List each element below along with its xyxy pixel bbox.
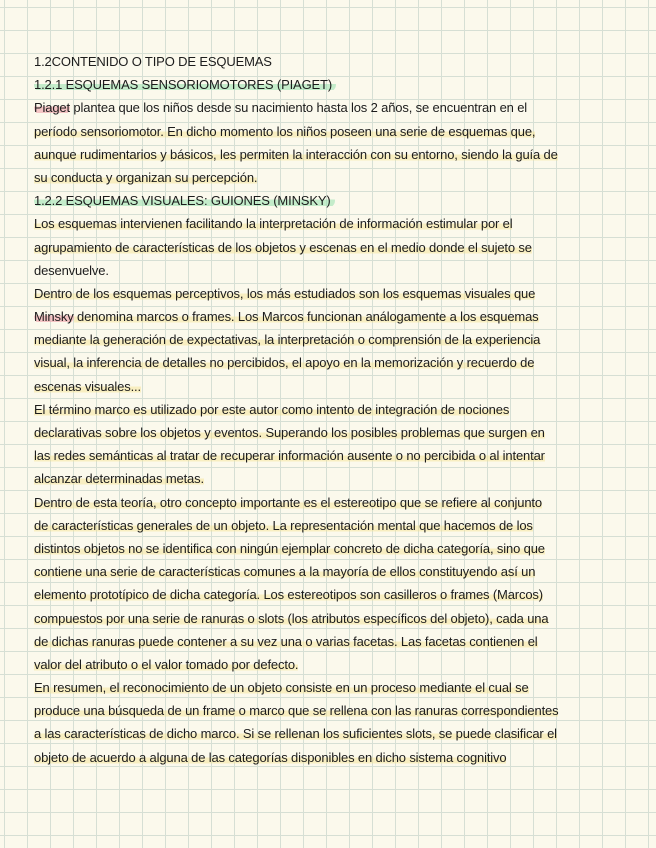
paragraph-line: objeto de acuerdo a alguna de las categorías disponibles en dicho sistema cognitivo <box>34 749 507 765</box>
paragraph-line: contiene una serie de características comunes a la mayoría de ellos constituyendo así un <box>34 564 536 580</box>
paragraph-line: su conducta y organizan su percepción. <box>34 169 258 185</box>
paragraph-line: declarativas sobre los objetos y eventos. Superando los posibles problemas que surgen en <box>34 425 545 440</box>
paragraph-line: mediante la generación de expectativas, la interpretación o comprensión de la experiencia <box>34 332 541 348</box>
name-highlight-piaget: Piaget <box>34 100 70 116</box>
paragraph-line: de dichas ranuras puede contener a su vez una o varias facetas. Las facetas contienen el <box>34 633 538 649</box>
paragraph-line: Piaget plantea que los niños desde su nacimiento hasta los 2 años, se encuentran en el <box>34 100 528 116</box>
paragraph-line: Minsky denomina marcos o frames. Los Marcos funcionan análogamente a los esquemas <box>34 309 539 325</box>
name-highlight-minsky: Minsky <box>34 309 74 325</box>
heading-highlight: 1.2.2 ESQUEMAS VISUALES: GUIONES (MINSKY) <box>34 193 335 208</box>
paragraph-line: El término marco es utilizado por este autor como intento de integración de nociones <box>34 401 510 417</box>
paragraph-line: aunque rudimentarios y básicos, les permiten la interacción con su entorno, siendo la guía de <box>34 146 558 162</box>
notes-page <box>34 50 630 769</box>
paragraph-line: escenas visuales... <box>34 378 141 394</box>
subsection-heading-piaget <box>34 73 630 96</box>
subsection-heading-minsky <box>34 189 630 212</box>
paragraph-line: las redes semánticas al tratar de recuperar información ausente o no percibida o al intentar <box>34 448 545 464</box>
paragraph-line: Dentro de los esquemas perceptivos, los más estudiados son los esquemas visuales que <box>34 285 536 301</box>
heading-highlight: 1.2.1 ESQUEMAS SENSORIOMOTORES (PIAGET) <box>34 77 336 92</box>
paragraph-line: desenvuelve. <box>34 262 109 278</box>
paragraph-line: de características generales de un objeto. La representación mental que hacemos de los <box>34 517 533 533</box>
paragraph-line: En resumen, el reconocimiento de un objeto consiste en un proceso mediante el cual se <box>34 680 529 696</box>
paragraph-line: produce una búsqueda de un frame o marco que se rellena con las ranuras correspondientes <box>34 703 559 719</box>
paragraph-line: Dentro de esta teoría, otro concepto importante es el estereotipo que se refiere al conjunto <box>34 494 542 510</box>
paragraph-line: alcanzar determinadas metas. <box>34 471 204 487</box>
paragraph-line: agrupamiento de características de los objetos y escenas en el medio donde el sujeto se <box>34 239 532 255</box>
section-heading-main: 1.2CONTENIDO O TIPO DE ESQUEMAS <box>34 54 272 69</box>
paragraph-line: visual, la inferencia de detalles no percibidos, el apoyo en la memorización y recuerdo de <box>34 355 535 371</box>
paragraph-line: valor del atributo o el valor tomado por defecto. <box>34 656 299 672</box>
paragraph-line: compuestos por una serie de ranuras o slots (los atributos específicos del objeto), cada una <box>34 610 549 626</box>
paragraph-line: elemento prototípico de dicha categoría. Los estereotipos son casilleros o frames (Marcos) <box>34 587 543 603</box>
paragraph-line: distintos objetos no se identifica con ningún ejemplar concreto de dicha categoría, sino que <box>34 540 545 556</box>
paragraph-line: Los esquemas intervienen facilitando la interpretación de información estimular por el <box>34 216 513 232</box>
paragraph-line: a las características de dicho marco. Si se rellenan los suficientes slots, se puede clasificar el <box>34 726 557 742</box>
paragraph-line: período sensoriomotor. En dicho momento los niños poseen una serie de esquemas que, <box>34 123 536 139</box>
